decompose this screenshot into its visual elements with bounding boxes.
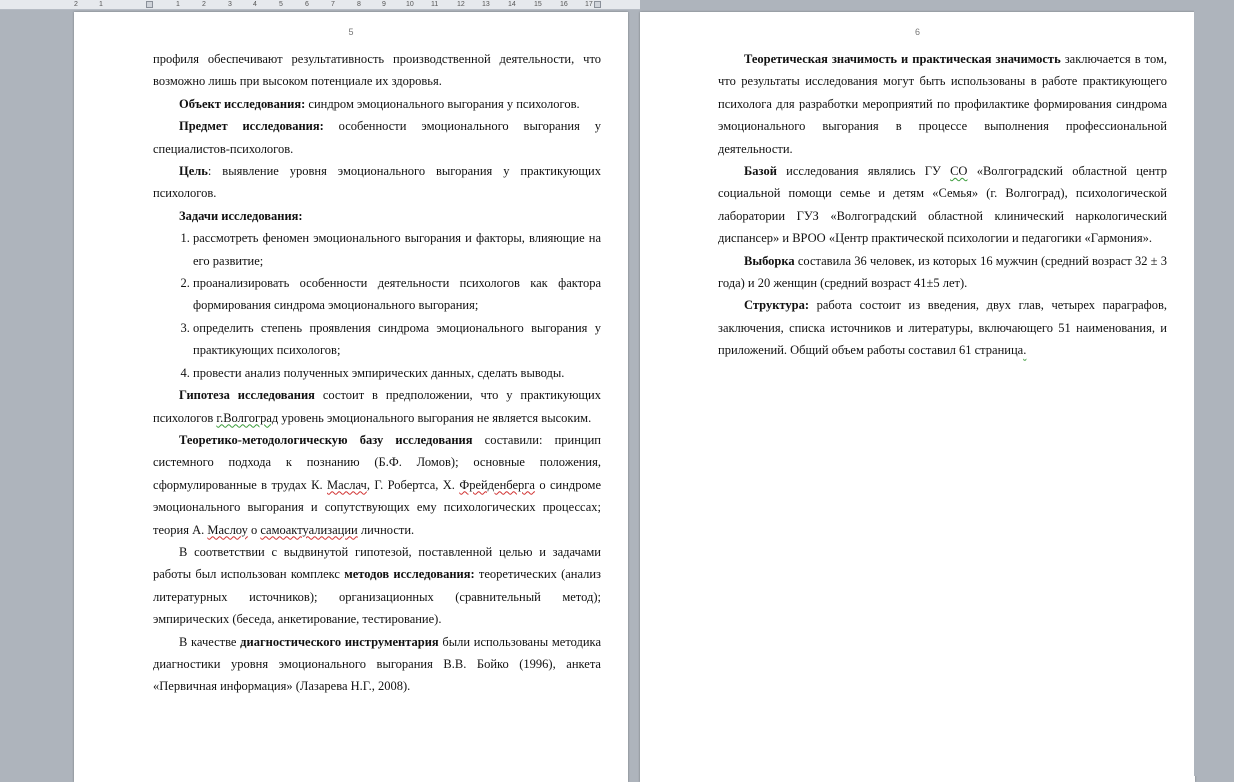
- ruler-tick: 3: [228, 1, 232, 8]
- bold-label: методов исследования:: [344, 567, 475, 582]
- list-item: 4. провести анализ полученных эмпирических данных, сделать выводы.: [193, 362, 601, 384]
- paragraph-tasks-heading: [153, 205, 601, 227]
- page-number: 6: [914, 27, 920, 37]
- grammar-flag[interactable]: г.Волгоград: [216, 410, 279, 425]
- spelling-flag[interactable]: самоактуализации: [260, 522, 358, 537]
- document-page-6[interactable]: [640, 12, 1195, 782]
- paragraph-sample: Выборка составила 36 человек, из которых 16 мужчин (средний возраст 32 ± 3 года) и 20 женщин (средний возраст 41±5 лет).: [718, 253, 1167, 291]
- ruler-tick: 4: [253, 1, 257, 8]
- ruler-tick: 5: [279, 1, 283, 8]
- ruler-tick: 7: [331, 1, 335, 8]
- bold-label: Структура:: [744, 298, 809, 313]
- bold-label: Теоретико-методологическую базу исследования: [179, 432, 473, 447]
- paragraph-methods: В соответствии с выдвинутой гипотезой, поставленной целью и задачами работы был использован комплекс методов исследования: теоретических (анализ литературных источников); организационных (сравнительный метод); эмпирических (беседа, анкетирование, тестирование).: [153, 544, 601, 627]
- paragraph-hypothesis: Гипотеза исследования состоит в предположении, что у практикующих психологов г.Волгоград уровень эмоционального выгорания не является высоким.: [153, 388, 601, 425]
- page-body[interactable]: [153, 48, 601, 698]
- list-item: 2. проанализировать особенности деятельности психологов как фактора формирования синдрома эмоционального выгорания;: [193, 272, 601, 317]
- bold-label: Цель: [179, 164, 208, 179]
- page-number: 5: [348, 27, 354, 37]
- paragraph-subject: Предмет исследования: особенности эмоционального выгорания у специалистов-психологов.: [153, 119, 602, 156]
- ruler-right-indent-marker[interactable]: [594, 1, 601, 8]
- ruler-tick: 14: [508, 1, 516, 8]
- ruler-tick: 17: [585, 1, 593, 8]
- ruler-tick: 16: [560, 1, 568, 8]
- paragraph-structure: Структура: работа состоит из введения, двух глав, четырех параграфов, заключения, списка источников и литературы, включающего 51 наименования, и приложений. Общий объем работы составил 61 страница.: [718, 298, 1167, 358]
- paragraph-significance: Теоретическая значимость и практическая значимость заключается в том, что результаты исследования могут быть использованы в работе практикующего психолога для разработки мероприятий по профилактике формирования синдрома эмоционального выгорания в процессе выполнения профессиональной деятельности.: [718, 52, 1167, 156]
- paragraph: профиля обеспечивают результативность производственной деятельности, что возможно лишь при высоком потенциале их здоровья.: [153, 52, 601, 89]
- vertical-scrollbar[interactable]: [1194, 0, 1234, 776]
- bold-label: диагностического инструментария: [240, 634, 439, 649]
- document-page-5[interactable]: [74, 12, 628, 782]
- ruler-tick: 8: [357, 1, 361, 8]
- ruler-tick: 10: [406, 1, 414, 8]
- page-body[interactable]: [718, 48, 1167, 362]
- horizontal-ruler[interactable]: [0, 0, 640, 10]
- spelling-flag[interactable]: Маслоу: [207, 522, 248, 537]
- ruler-tick: 9: [382, 1, 386, 8]
- bold-label: Выборка: [744, 253, 795, 268]
- paragraph-diagnostics: В качестве диагностического инструментария были использованы методика диагностики уровня эмоционального выгорания В.В. Бойко (1996), анкета «Первичная информация» (Лазарева Н.Г., 2008).: [153, 634, 601, 694]
- tasks-list: [153, 227, 601, 384]
- ruler-tick: 12: [457, 1, 465, 8]
- grammar-flag[interactable]: СО: [950, 164, 968, 179]
- spelling-flag[interactable]: Маслач: [327, 477, 367, 492]
- ruler-tick: 11: [431, 1, 439, 8]
- ruler-tick: 2: [202, 1, 206, 8]
- bold-label: Задачи исследования:: [179, 208, 303, 223]
- grammar-flag[interactable]: .: [1023, 343, 1027, 358]
- bold-label: Предмет исследования:: [179, 119, 324, 134]
- spelling-flag[interactable]: Фрейденберга: [459, 477, 535, 492]
- bold-label: Объект исследования:: [179, 96, 306, 111]
- ruler-tick: 15: [534, 1, 542, 8]
- ruler-tick: 1: [176, 1, 180, 8]
- paragraph-goal: Цель: выявление уровня эмоционального выгорания у практикующих психологов.: [153, 164, 601, 201]
- bold-label: Базой: [744, 164, 777, 179]
- list-item: 3. определить степень проявления синдрома эмоционального выгорания у практикующих психологов;: [193, 317, 601, 362]
- list-item: 1. рассмотреть феномен эмоционального выгорания и факторы, влияющие на его развитие;: [193, 227, 601, 272]
- paragraph-object: Объект исследования: синдром эмоционального выгорания у психологов.: [179, 96, 580, 111]
- paragraph-base: Базой исследования являлись ГУ СО «Волгоградский областной центр социальной помощи семье и детям «Семья» (г. Волгоград), психологической лаборатории ГУЗ «Волгоградский областной клинический наркологический диспансер» и ВРОО «Центр практической психологии и педагогики «Гармония».: [718, 164, 1167, 246]
- ruler-tick: 13: [482, 1, 490, 8]
- ruler-tick: 1: [99, 1, 103, 8]
- ruler-left-indent-marker[interactable]: [146, 1, 153, 8]
- ruler-tick: 2: [74, 1, 78, 8]
- ruler-tick: 6: [305, 1, 309, 8]
- bold-label: Теоретическая значимость и практическая значимость: [744, 52, 1061, 66]
- bold-label: Гипотеза исследования: [179, 388, 315, 403]
- paragraph-methodology: Теоретико-методологическую базу исследования составили: принцип системного подхода к познанию (Б.Ф. Ломов); основные положения, сформулированные в трудах К. Маслач, Г. Робертса, Х. Фрейденберга о синдроме эмоционального выгорания и сопутствующих ему психологических процессах; теория А. Маслоу о самоактуализации личности.: [153, 432, 601, 537]
